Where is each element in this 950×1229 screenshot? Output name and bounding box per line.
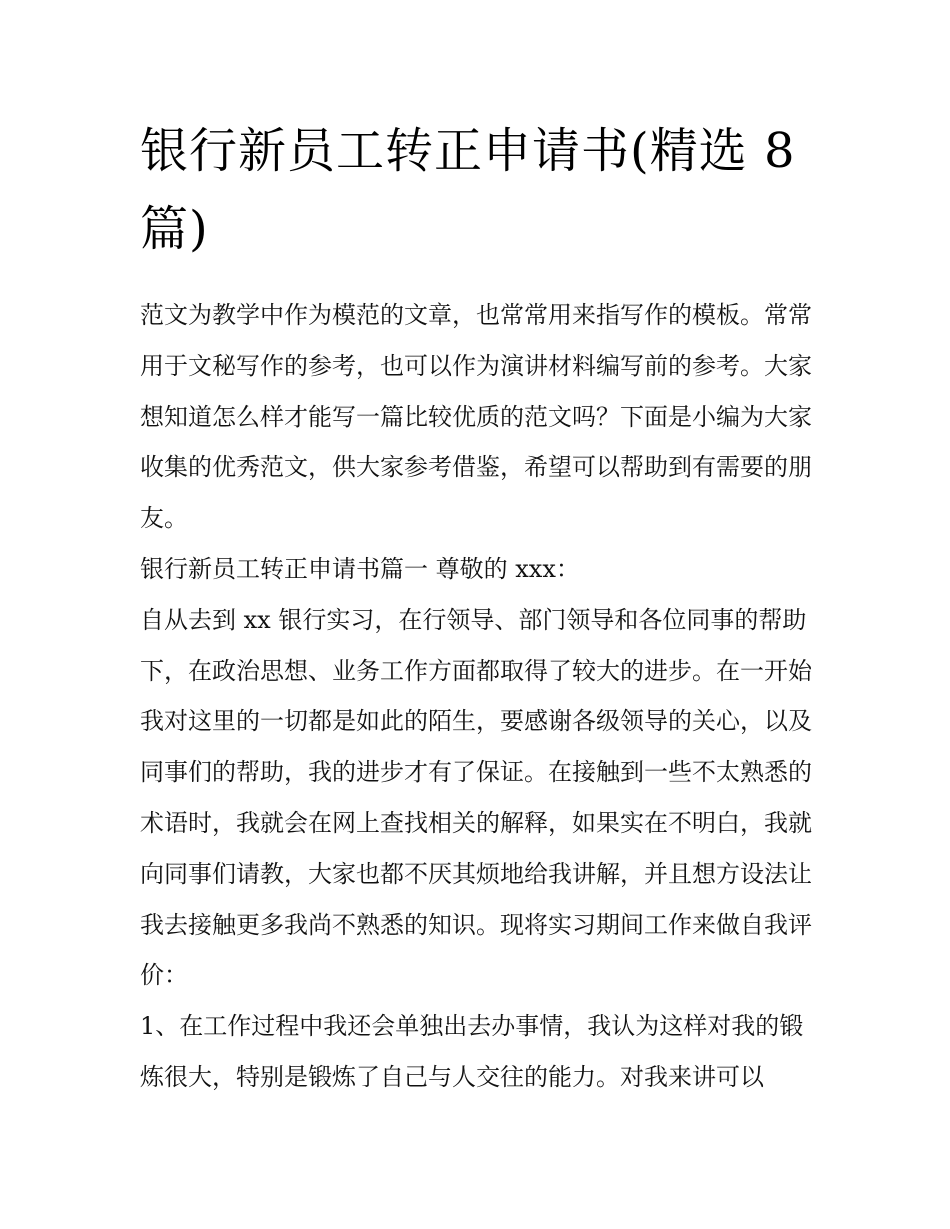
- intro-paragraph: 范文为教学中作为模范的文章，也常常用来指写作的模板。常常用于文秘写作的参考，也可以作为演讲材料编写前的参考。大家想知道怎么样才能写一篇比较优质的范文吗？下面是小编为大家收集的优秀范文，供大家参考借鉴，希望可以帮助到有需要的朋友。: [140, 301, 812, 533]
- body-paragraph: 自从去到 xx 银行实习，在行领导、部门领导和各位同事的帮助下，在政治思想、业务工作方面都取得了较大的进步。在一开始我对这里的一切都是如此的陌生，要感谢各级领导的关心，以及同事们的帮助，我的进步才有了保证。在接触到一些不太熟悉的术语时，我就会在网上查找相关的解释，如果实在不明白，我就向同事们请教，大家也都不厌其烦地给我讲解，并且想方设法让我去接触更多我尚不熟悉的知识。现将实习期间工作来做自我评价：: [140, 605, 812, 990]
- document-content: [140, 112, 820, 1103]
- section-heading-salutation: 银行新员工转正申请书篇一 尊敬的 xxx：: [140, 554, 580, 583]
- document-title: 银行新员工转正申请书(精选 8 篇): [140, 123, 796, 257]
- list-item-paragraph: 1、在工作过程中我还会单独出去办事情，我认为这样对我的锻炼很大，特别是锻炼了自己与人交往的能力。对我来讲可以: [140, 1012, 804, 1091]
- document-body: [140, 290, 820, 1103]
